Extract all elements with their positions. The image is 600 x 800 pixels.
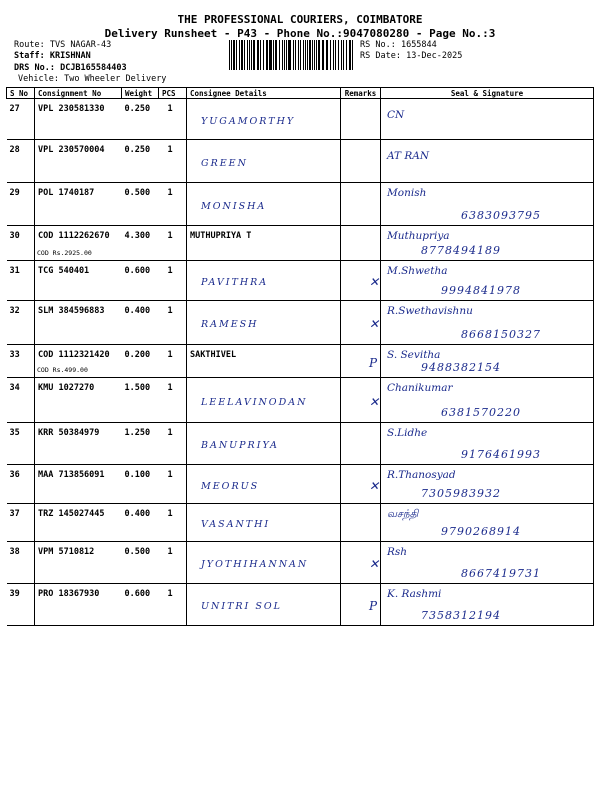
row-signature: வசந்தி	[387, 508, 419, 520]
row-signature: Muthupriya	[387, 230, 450, 242]
row-pcs: 1	[167, 428, 173, 438]
col-consignment: Consignment No	[35, 88, 122, 99]
row-pcs: 1	[167, 306, 173, 316]
rs-no-line: RS No.: 1655844	[360, 40, 437, 50]
row-signature: K. Rashmi	[387, 588, 442, 600]
row-weight: 0.500	[124, 547, 151, 557]
runsheet-table	[6, 87, 594, 626]
row-weight: 0.250	[124, 104, 151, 114]
row-remark-mark: ✕	[369, 317, 380, 331]
row-signature: Rsh	[387, 546, 408, 558]
table-row	[7, 465, 594, 504]
table-row	[7, 226, 594, 261]
table-row	[7, 504, 594, 542]
row-consignment-no: VPL 230570004	[38, 145, 105, 155]
row-pcs: 1	[167, 509, 173, 519]
row-weight: 0.600	[124, 589, 151, 599]
row-phone: 7358312194	[421, 609, 501, 622]
row-consignment-no: TCG 540401	[38, 266, 90, 276]
row-weight: 0.400	[124, 306, 151, 316]
row-remark-mark: P	[369, 599, 378, 613]
table-row	[7, 345, 594, 378]
col-weight: Weight	[122, 88, 159, 99]
row-signature: M.Shwetha	[387, 265, 448, 277]
row-pcs: 1	[167, 589, 173, 599]
row-consignment-no: COD 1112321420	[38, 350, 110, 360]
row-pcs: 1	[167, 266, 173, 276]
row-consignment-no: PRO 18367930	[38, 589, 100, 599]
row-weight: 0.100	[124, 470, 151, 480]
row-pcs: 1	[167, 188, 173, 198]
row-pcs: 1	[167, 145, 173, 155]
row-pcs: 1	[167, 350, 173, 360]
row-consignee-handwritten: JYOTHIHANNAN	[201, 559, 309, 570]
row-sno: 29	[9, 188, 20, 198]
row-pcs: 1	[167, 383, 173, 393]
runsheet-subtitle: Delivery Runsheet - P43 - Phone No.:9047080280 - Page No.:3	[104, 27, 496, 40]
row-sno: 39	[9, 589, 20, 599]
table-header	[7, 88, 594, 99]
col-seal: Seal & Signature	[381, 88, 594, 99]
table-row	[7, 261, 594, 301]
row-consignment-no: VPL 230581330	[38, 104, 105, 114]
row-sno: 37	[9, 509, 20, 519]
row-consignee-printed: SAKTHIVEL	[190, 350, 237, 360]
row-sno: 34	[9, 383, 20, 393]
row-signature: S.Lidhe	[387, 427, 428, 439]
col-consignee: Consignee Details	[187, 88, 341, 99]
row-phone: 8668150327	[461, 328, 541, 341]
rs-date-line: RS Date: 13-Dec-2025	[360, 51, 463, 61]
row-consignment-no: VPM 5710812	[38, 547, 95, 557]
col-remarks: Remarks	[341, 88, 381, 99]
table-row	[7, 183, 594, 226]
row-consignee-handwritten: BANUPRIYA	[201, 440, 279, 451]
row-sno: 30	[9, 231, 20, 241]
row-phone: 6381570220	[441, 406, 521, 419]
row-phone: 8778494189	[421, 244, 501, 257]
row-remark-mark: ✕	[369, 275, 380, 289]
table-row	[7, 378, 594, 423]
row-remark-mark: ✕	[369, 395, 380, 409]
row-phone: 7305983932	[421, 487, 501, 500]
table-row	[7, 542, 594, 584]
table-row	[7, 99, 594, 140]
row-remark-mark: ✕	[369, 479, 380, 493]
row-cod-amount: COD Rs.499.00	[37, 366, 88, 374]
row-phone: 9994841978	[441, 284, 521, 297]
row-consignee-handwritten: YUGAMORTHY	[201, 116, 296, 127]
row-consignee-handwritten: VASANTHI	[201, 519, 271, 530]
row-remark-mark: P	[369, 356, 378, 370]
row-sno: 33	[9, 350, 20, 360]
row-consignee-handwritten: MEORUS	[201, 481, 260, 492]
row-phone: 8667419731	[461, 567, 541, 580]
company-title: THE PROFESSIONAL COURIERS, COIMBATORE	[177, 13, 423, 26]
row-consignee-handwritten: UNITRI SOL	[201, 601, 282, 612]
row-pcs: 1	[167, 104, 173, 114]
row-consignment-no: POL 1740187	[38, 188, 95, 198]
row-signature: CN	[387, 109, 405, 121]
row-consignment-no: KRR 50384979	[38, 428, 100, 438]
row-weight: 1.250	[124, 428, 151, 438]
table-row	[7, 140, 594, 183]
row-sno: 28	[9, 145, 20, 155]
row-consignment-no: SLM 384596883	[38, 306, 105, 316]
table-row	[7, 584, 594, 626]
row-consignee-handwritten: LEELAVINODAN	[201, 397, 308, 408]
row-weight: 0.500	[124, 188, 151, 198]
row-phone: 6383093795	[461, 209, 541, 222]
table-row	[7, 301, 594, 345]
row-pcs: 1	[167, 470, 173, 480]
route-line: Route: TVS NAGAR-43	[14, 40, 112, 50]
barcode	[229, 40, 355, 70]
row-phone: 9488382154	[421, 361, 501, 374]
vehicle-line: Vehicle: Two Wheeler Delivery	[18, 74, 167, 84]
row-sno: 38	[9, 547, 20, 557]
row-weight: 0.200	[124, 350, 151, 360]
col-pcs: PCS	[159, 88, 187, 99]
row-weight: 0.400	[124, 509, 151, 519]
row-signature: R.Thanosyad	[387, 469, 456, 481]
drs-line: DRS No.: DCJB165584403	[14, 63, 127, 73]
staff-line: Staff: KRISHNAN	[14, 51, 91, 61]
row-consignee-handwritten: RAMESH	[201, 319, 259, 330]
row-sno: 32	[9, 306, 20, 316]
row-consignee-printed: MUTHUPRIYA T	[190, 231, 252, 241]
row-consignee-handwritten: PAVITHRA	[201, 277, 269, 288]
row-signature: Chanikumar	[387, 382, 453, 394]
table-row	[7, 423, 594, 465]
row-remark-mark: ✕	[369, 557, 380, 571]
row-consignee-handwritten: GREEN	[201, 158, 248, 169]
row-phone: 9176461993	[461, 448, 541, 461]
row-sno: 35	[9, 428, 20, 438]
row-consignment-no: COD 1112262670	[38, 231, 110, 241]
row-signature: Monish	[387, 187, 427, 199]
row-weight: 0.600	[124, 266, 151, 276]
row-cod-amount: COD Rs.2925.00	[37, 249, 92, 257]
row-sno: 27	[9, 104, 20, 114]
row-sno: 31	[9, 266, 20, 276]
row-consignment-no: KMU 1027270	[38, 383, 95, 393]
row-consignment-no: MAA 713856091	[38, 470, 105, 480]
row-weight: 0.250	[124, 145, 151, 155]
col-sno: S No	[7, 88, 35, 99]
row-phone: 9790268914	[441, 525, 521, 538]
row-consignee-handwritten: MONISHA	[201, 201, 267, 212]
row-signature: R.Swethavishnu	[387, 305, 473, 317]
row-consignment-no: TRZ 145027445	[38, 509, 105, 519]
row-weight: 1.500	[124, 383, 151, 393]
row-signature: S. Sevitha	[387, 349, 441, 361]
row-sno: 36	[9, 470, 20, 480]
row-signature: AT RAN	[387, 150, 430, 162]
row-weight: 4.300	[124, 231, 151, 241]
row-pcs: 1	[167, 231, 173, 241]
row-pcs: 1	[167, 547, 173, 557]
